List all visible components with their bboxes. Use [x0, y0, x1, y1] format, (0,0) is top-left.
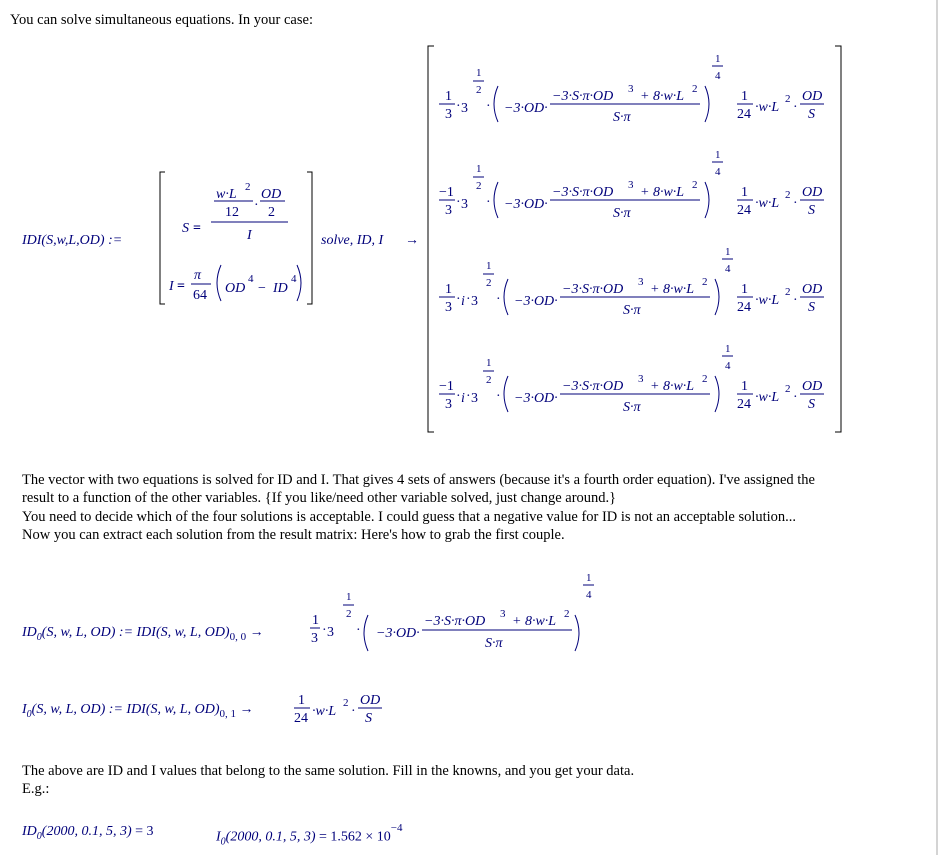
eval-i0-fn: I: [216, 829, 221, 845]
i0-name: I: [22, 702, 27, 717]
eq1-den: I: [247, 228, 252, 243]
paragraph-line-1: The vector with two equations is solved for ID and I. That gives 4 sets of answers (because it's a fourth order equation). I've assigned the: [22, 472, 815, 488]
i0-mid: ·w·L: [312, 704, 337, 719]
eq1-dot: ·: [254, 198, 259, 213]
eq2-rel: =: [177, 279, 185, 294]
col2-den-r1: 24: [737, 203, 751, 218]
i0-index: 0, 1: [219, 707, 236, 720]
three-r1: 3: [461, 197, 468, 212]
col2-den-r2: 24: [737, 300, 751, 315]
eval-i0-result: = 1.562 × 10: [319, 829, 391, 845]
eq1-den-a: 12: [225, 205, 239, 220]
eq2-term1: OD: [225, 281, 246, 296]
half-den-r3: 2: [486, 374, 492, 386]
col2-den-r3: 24: [737, 397, 751, 412]
id0-dot2: ·: [356, 623, 361, 638]
frac-plus-exp-r2: 2: [702, 276, 708, 288]
inner-lead-r2: −3·OD·: [514, 294, 558, 309]
quarter-num-r3: 1: [725, 343, 731, 355]
eq2-den: 64: [193, 288, 207, 303]
half-dot-r0: ·: [486, 99, 491, 114]
col2-num-r1: 1: [741, 185, 748, 200]
coef-dot-r2: ·: [456, 292, 461, 307]
coef-den-r3: 3: [445, 397, 452, 412]
eq1-den-b: 2: [268, 205, 275, 220]
coef-den-r0: 3: [445, 107, 452, 122]
inner-lead-r1: −3·OD·: [504, 197, 548, 212]
col2-dot-r0: ·: [793, 100, 798, 115]
inner-lead-r3: −3·OD·: [514, 391, 558, 406]
id0-dot: ·: [322, 623, 327, 638]
col2-num-r0: 1: [741, 89, 748, 104]
half-dot-r2: ·: [496, 292, 501, 307]
col2-mid-r1: ·w·L: [755, 196, 780, 211]
id0-frac-plus: + 8·w·L: [512, 614, 557, 629]
half-num-r2: 1: [486, 260, 492, 272]
eq2-exp4b: 4: [291, 273, 297, 285]
frac-plus-exp-r3: 2: [702, 373, 708, 385]
id0-index: 0, 0: [229, 630, 247, 643]
i0-exp: 2: [343, 697, 349, 709]
paren-close-r2: [715, 279, 719, 315]
coef-dot-r0: ·: [456, 99, 461, 114]
coef-num-r3: −1: [439, 379, 454, 394]
imag-unit-r2: i: [461, 294, 465, 309]
frac-den-r2: S·π: [623, 303, 641, 318]
eq2-term2: ID: [273, 281, 288, 296]
frac-plus-r0: + 8·w·L: [640, 89, 685, 104]
col2-dot-r1: ·: [793, 196, 798, 211]
eval-id0-sub: 0: [36, 830, 42, 842]
imag-dot-r2: ·: [466, 292, 471, 307]
id0-frac-num-exp: 3: [500, 608, 506, 620]
imag-unit-r3: i: [461, 391, 465, 406]
eq1-rel: =: [193, 221, 201, 236]
col2-exp-r3: 2: [785, 383, 791, 395]
col2-mid-r0: ·w·L: [755, 100, 780, 115]
id0-arrow: →: [249, 625, 264, 640]
eq2-pi: π: [194, 268, 202, 283]
paragraph-line-3: You need to decide which of the four solutions is acceptable. I could guess that a negative value for ID is not an acceptable solution...: [22, 509, 797, 525]
frac-num-exp-r2: 3: [638, 276, 644, 288]
col2-den-r0: 24: [737, 107, 751, 122]
quarter-num-r2: 1: [725, 246, 731, 258]
col2-exp-r0: 2: [785, 93, 791, 105]
inner-lead-r0: −3·OD·: [504, 101, 548, 116]
frac-num-r0: −3·S·π·OD: [552, 89, 614, 104]
frac-plus-r1: + 8·w·L: [640, 185, 685, 200]
eq2-lhs: I: [169, 279, 174, 294]
i0-den: 24: [294, 711, 308, 726]
frac-num-r2: −3·S·π·OD: [562, 282, 624, 297]
eval-id0-fn: ID: [22, 824, 37, 839]
col2-fnum-r1: OD: [802, 185, 823, 200]
coef-den-r2: 3: [445, 300, 452, 315]
id0-half-den: 2: [346, 608, 352, 620]
intro-text: You can solve simultaneous equations. In your case:: [10, 12, 313, 28]
quarter-den-r2: 4: [725, 263, 731, 275]
paragraph2-line-1: The above are ID and I values that belong to the same solution. Fill in the knowns, and you get your data.: [22, 763, 635, 779]
half-dot-r1: ·: [486, 195, 491, 210]
i0-dot: ·: [351, 704, 356, 719]
col2-fden-r3: S: [808, 397, 815, 412]
coef-num-r1: −1: [439, 185, 454, 200]
three-r3: 3: [471, 391, 478, 406]
coef-num-r2: 1: [445, 282, 452, 297]
id0-name: ID: [22, 625, 37, 640]
i0-fnum: OD: [360, 693, 381, 708]
half-num-r0: 1: [476, 67, 482, 79]
quarter-den-r3: 4: [725, 360, 731, 372]
quarter-num-r0: 1: [715, 53, 721, 65]
eval-id0-args: (2000, 0.1, 5, 3): [41, 824, 132, 839]
id0-quarter-num: 1: [586, 572, 592, 584]
id0-inner-lead: −3·OD·: [376, 626, 420, 641]
i0-expression: [285, 685, 420, 735]
frac-plus-r3: + 8·w·L: [650, 379, 695, 394]
id0-frac-den: S·π: [485, 636, 503, 651]
eval-i0: [216, 824, 403, 850]
frac-num-r1: −3·S·π·OD: [552, 185, 614, 200]
col2-mid-r3: ·w·L: [755, 390, 780, 405]
frac-den-r1: S·π: [613, 206, 631, 221]
col2-fnum-r3: OD: [802, 379, 823, 394]
frac-plus-exp-r0: 2: [692, 83, 698, 95]
paragraph2-line-2: E.g.:: [22, 781, 50, 797]
i0-args: (S, w, L, OD) := IDI(S, w, L, OD): [31, 702, 220, 717]
id0-half-num: 1: [346, 591, 352, 603]
eval-i0-args: (2000, 0.1, 5, 3): [225, 829, 316, 845]
coef-dot-r1: ·: [456, 195, 461, 210]
i0-sub: 0: [26, 708, 32, 720]
col2-fden-r2: S: [808, 300, 815, 315]
quarter-den-r1: 4: [715, 166, 721, 178]
col2-exp-r2: 2: [785, 286, 791, 298]
id0-frac-num: −3·S·π·OD: [424, 614, 486, 629]
col2-mid-r2: ·w·L: [755, 293, 780, 308]
coef-dot-r3: ·: [456, 389, 461, 404]
i0-fden: S: [365, 711, 372, 726]
id0-coef-num: 1: [312, 613, 319, 628]
quarter-num-r1: 1: [715, 149, 721, 161]
frac-den-r3: S·π: [623, 400, 641, 415]
half-den-r2: 2: [486, 277, 492, 289]
i0-definition: [22, 702, 253, 723]
id0-definition: [22, 625, 264, 646]
id0-args: (S, w, L, OD) := IDI(S, w, L, OD): [41, 625, 230, 640]
coef-den-r1: 3: [445, 203, 452, 218]
eq2-exp4a: 4: [248, 273, 254, 285]
frac-num-exp-r0: 3: [628, 83, 634, 95]
col2-num-r3: 1: [741, 379, 748, 394]
frac-den-r0: S·π: [613, 110, 631, 125]
col2-num-r2: 1: [741, 282, 748, 297]
i0-num: 1: [298, 693, 305, 708]
eq1-exp2: 2: [245, 181, 251, 193]
col2-fden-r1: S: [808, 203, 815, 218]
paren-open-r1: [494, 182, 498, 218]
matrix-right-bracket: [835, 46, 841, 432]
id0-sub: 0: [36, 631, 42, 643]
result-matrix: [425, 42, 845, 437]
quarter-den-r0: 4: [715, 70, 721, 82]
frac-plus-r2: + 8·w·L: [650, 282, 695, 297]
frac-plus-exp-r1: 2: [692, 179, 698, 191]
frac-num-exp-r3: 3: [638, 373, 644, 385]
paren-close-r3: [715, 376, 719, 412]
imag-dot-r3: ·: [466, 389, 471, 404]
id0-quarter-den: 4: [586, 589, 592, 601]
id0-coef-den: 3: [311, 631, 318, 646]
eval-id0-result: = 3: [135, 824, 154, 839]
col2-fnum-r0: OD: [802, 89, 823, 104]
eval-id0: [22, 824, 154, 845]
id0-expression: [300, 565, 600, 660]
col2-fden-r0: S: [808, 107, 815, 122]
paren-open-r0: [494, 86, 498, 122]
paren-open-r2: [504, 279, 508, 315]
eq1-num-a: w·L: [216, 187, 237, 202]
half-den-r0: 2: [476, 84, 482, 96]
paren-close-r0: [705, 86, 709, 122]
paren-close-r1: [705, 182, 709, 218]
id0-three: 3: [327, 625, 334, 640]
eq1-num-b: OD: [261, 187, 282, 202]
paren-open-r3: [504, 376, 508, 412]
col2-dot-r3: ·: [793, 390, 798, 405]
frac-num-r3: −3·S·π·OD: [562, 379, 624, 394]
col2-exp-r1: 2: [785, 189, 791, 201]
id0-frac-plus-exp: 2: [564, 608, 570, 620]
solve-arrow: →: [405, 233, 419, 248]
paragraph-line-4: Now you can extract each solution from the result matrix: Here's how to grab the first couple.: [22, 527, 565, 543]
paragraph-line-2: result to a function of the other variables. {If you like/need other variable solved, just change around.}: [22, 490, 617, 506]
three-r2: 3: [471, 294, 478, 309]
half-num-r1: 1: [476, 163, 482, 175]
three-r0: 3: [461, 101, 468, 116]
solve-keyword: solve, ID, I: [321, 233, 384, 248]
eq2-minus: −: [258, 281, 266, 296]
eval-i0-exp: −4: [390, 822, 403, 834]
half-dot-r3: ·: [496, 389, 501, 404]
coef-num-r0: 1: [445, 89, 452, 104]
half-den-r1: 2: [476, 180, 482, 192]
matrix-left-bracket: [428, 46, 434, 432]
col2-dot-r2: ·: [793, 293, 798, 308]
idi-definition-lhs: IDI(S,w,L,OD) :=: [22, 233, 123, 248]
equation-vector: [155, 168, 425, 308]
i0-arrow: →: [239, 702, 254, 717]
half-num-r3: 1: [486, 357, 492, 369]
eval-i0-sub: 0: [220, 836, 226, 848]
eq1-lhs: S: [182, 221, 189, 236]
col2-fnum-r2: OD: [802, 282, 823, 297]
frac-num-exp-r1: 3: [628, 179, 634, 191]
